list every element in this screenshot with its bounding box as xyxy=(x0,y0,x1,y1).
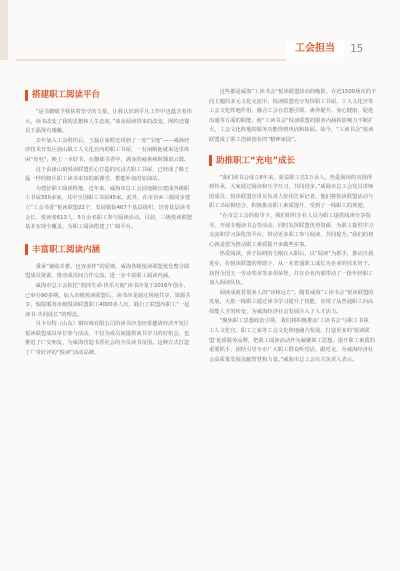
page-header xyxy=(0,0,400,60)
header-rule xyxy=(16,59,286,61)
article-section-1 xyxy=(25,88,193,233)
paragraph: “是书籍赋予我执着坚守的力量，让我认识到平凡工作中也蕴含着伟大，读书改变了我的思想和人生态度，”谈及阅读带来的改变，网约送餐员王磊深有感触。 xyxy=(25,109,192,135)
paragraph: “聚焦职工思想政治引领，我们将积极推动‘工读书会’与职工书屋、工人文化宫、职工之家等工会文化阵地融合发展，打造更多的‘悦读联盟’优质服务品牌，把职工阅读活动作为凝聚职工思想、提升职工素质的重要抓手，团结引导全市广大职工群众听党话、跟党走，为威海经济社会高质量发展贡献智慧和力量。”威海市总工会有关负责人表示。 xyxy=(209,318,375,363)
paragraph: 热爱阅读，喜于钻研的仝刚在入职后，以“阅读”为抓手，推动自我进步，在悦读联盟的帮助下，从一名普通职工成长为企业的技术骨干。获得全国五一劳动奖章等多项荣誉，并在企业内部带动了一批年轻职工加入阅读队伍。 xyxy=(209,251,374,287)
paragraph: 这些都是威海“工读书会”悦读联盟活动的缩影。在近1500场次的不同主题的多元文化交流中，悦读联盟充分发挥职工书屋、工人文化宫等工会文化阵地作用，融合工会在思想引领、素养提升、身心健康、促进沟通等方面的职能，使“工读书会”悦读联盟的服务内涵和影响力不断扩大，工会文化阵地的服务功能得到巩固和拓展。如今，“工读书会”悦读联盟成了职工创新创业的“精神家园”。 xyxy=(209,89,377,143)
section-heading xyxy=(25,243,193,257)
article-section-2 xyxy=(25,243,193,359)
paragraph: 去年加入工会组织后，王磊在家附近找到了一处“宝地”——威海经济技术开发区崮山镇工人文化宫内的职工书屋，一有闲暇他就来这里休闲“充电”，换上一本好书，在馥郁书香中，满身的疲惫顿时烟消云散。 xyxy=(25,137,190,163)
section-accent-bar xyxy=(209,155,212,166)
section-accent-bar xyxy=(25,244,28,255)
section-title: 助推职工“充电”成长 xyxy=(216,155,296,166)
section-heading xyxy=(25,88,193,102)
paragraph: “我们读书会成立6年来，获益职工达1万余人，热爱阅读的氛围得到传承，大家通过阅读和互学互习，共同进步。”威海市总工会党员讲师团成员、悦读联盟宣讲员负责人张伟告诉记者，他们将悦读联盟活动与职工书屋相结合，积极推动职工素质提升，受到了一线职工的欢迎。 xyxy=(209,174,374,210)
paragraph: “在市总工会的指导下，我们组织专业人员为职工提供阅读分享指导，开展专题读书会等活动，同时发挥联盟优势资源，为职工提供学习交流和学习深化的平台，带动更多职工参与阅读，共同提升。”我们的初心就是要为推动职工素质提升多做些实事。 xyxy=(209,212,374,248)
section-title: 丰富职工阅读内涵 xyxy=(32,244,101,255)
article-section-3 xyxy=(209,154,377,366)
page-number: 15 xyxy=(350,42,364,55)
section-heading xyxy=(209,154,377,168)
section-accent-bar xyxy=(25,90,28,101)
paragraph: 为建好职工阅读阵地，近年来，威海市总工会因地制宜建成各级职工书屋350多家，其中全国职工书屋45家。此外，在市县乡三级同步建立“工会书香”悦读联盟22个，发展镇街467个基层组织，培育基层读书会长、悦读者613人，5万余名职工参与阅读活动。目前，三级悦读联盟基本实现全覆盖，为职工阅读搭建了广阔平台。 xyxy=(25,185,193,231)
section-tag: 工会担当 xyxy=(286,41,344,57)
right-column xyxy=(209,88,377,570)
article-intro xyxy=(209,88,377,146)
left-column xyxy=(25,88,193,570)
paragraph: 贝卡尔特（山东）钢帘线有限公司的读书沙龙经常邀请经济开发区悦读联盟成员单位参与活动，不仅为成员间提供读书学习的好机会，也推进了广交朋友、为威海营造书香社会的全员读书氛围。这种方式打造了广受好评的“悦读”活动品牌。 xyxy=(25,321,190,357)
paragraph: 阅读成就着很多人的“诗和远方”。随着威海“工读书会”悦读联盟的发展，大批一线职工通过读书学习提升了技能，实现了从普通职工向高技能人才的转变，为威海经济社会发展注入了人才活力。 xyxy=(209,289,374,315)
header-left-bar xyxy=(0,0,8,60)
paragraph: 秉承“兼收并蓄、包容多样”的原则，威海各级悦读联盟优化整合联盟成员资源，推动成员间合作交流，进一步丰富职工阅读内涵。 xyxy=(25,263,190,280)
paragraph: 威海市总工会依托“润泽生命·快乐天使”读书沙龙于2016年创办，已举办90多期。加入市级悦读联盟后，读书沙龙通过场地共享、资源共享，辐射服务市级悦读联盟职工4000多人次，践行了联盟内职工“一起读书·共同成长”的理念。 xyxy=(25,282,191,318)
section-title: 搭建职工阅读平台 xyxy=(32,90,101,100)
paragraph: 这个由崮山镇悦读联盟匠心打造的沉浸式职工书屋，已经成了像王磊一样的辖区职工读书求知的新课堂、蓄能补血的加油站。 xyxy=(25,166,190,183)
